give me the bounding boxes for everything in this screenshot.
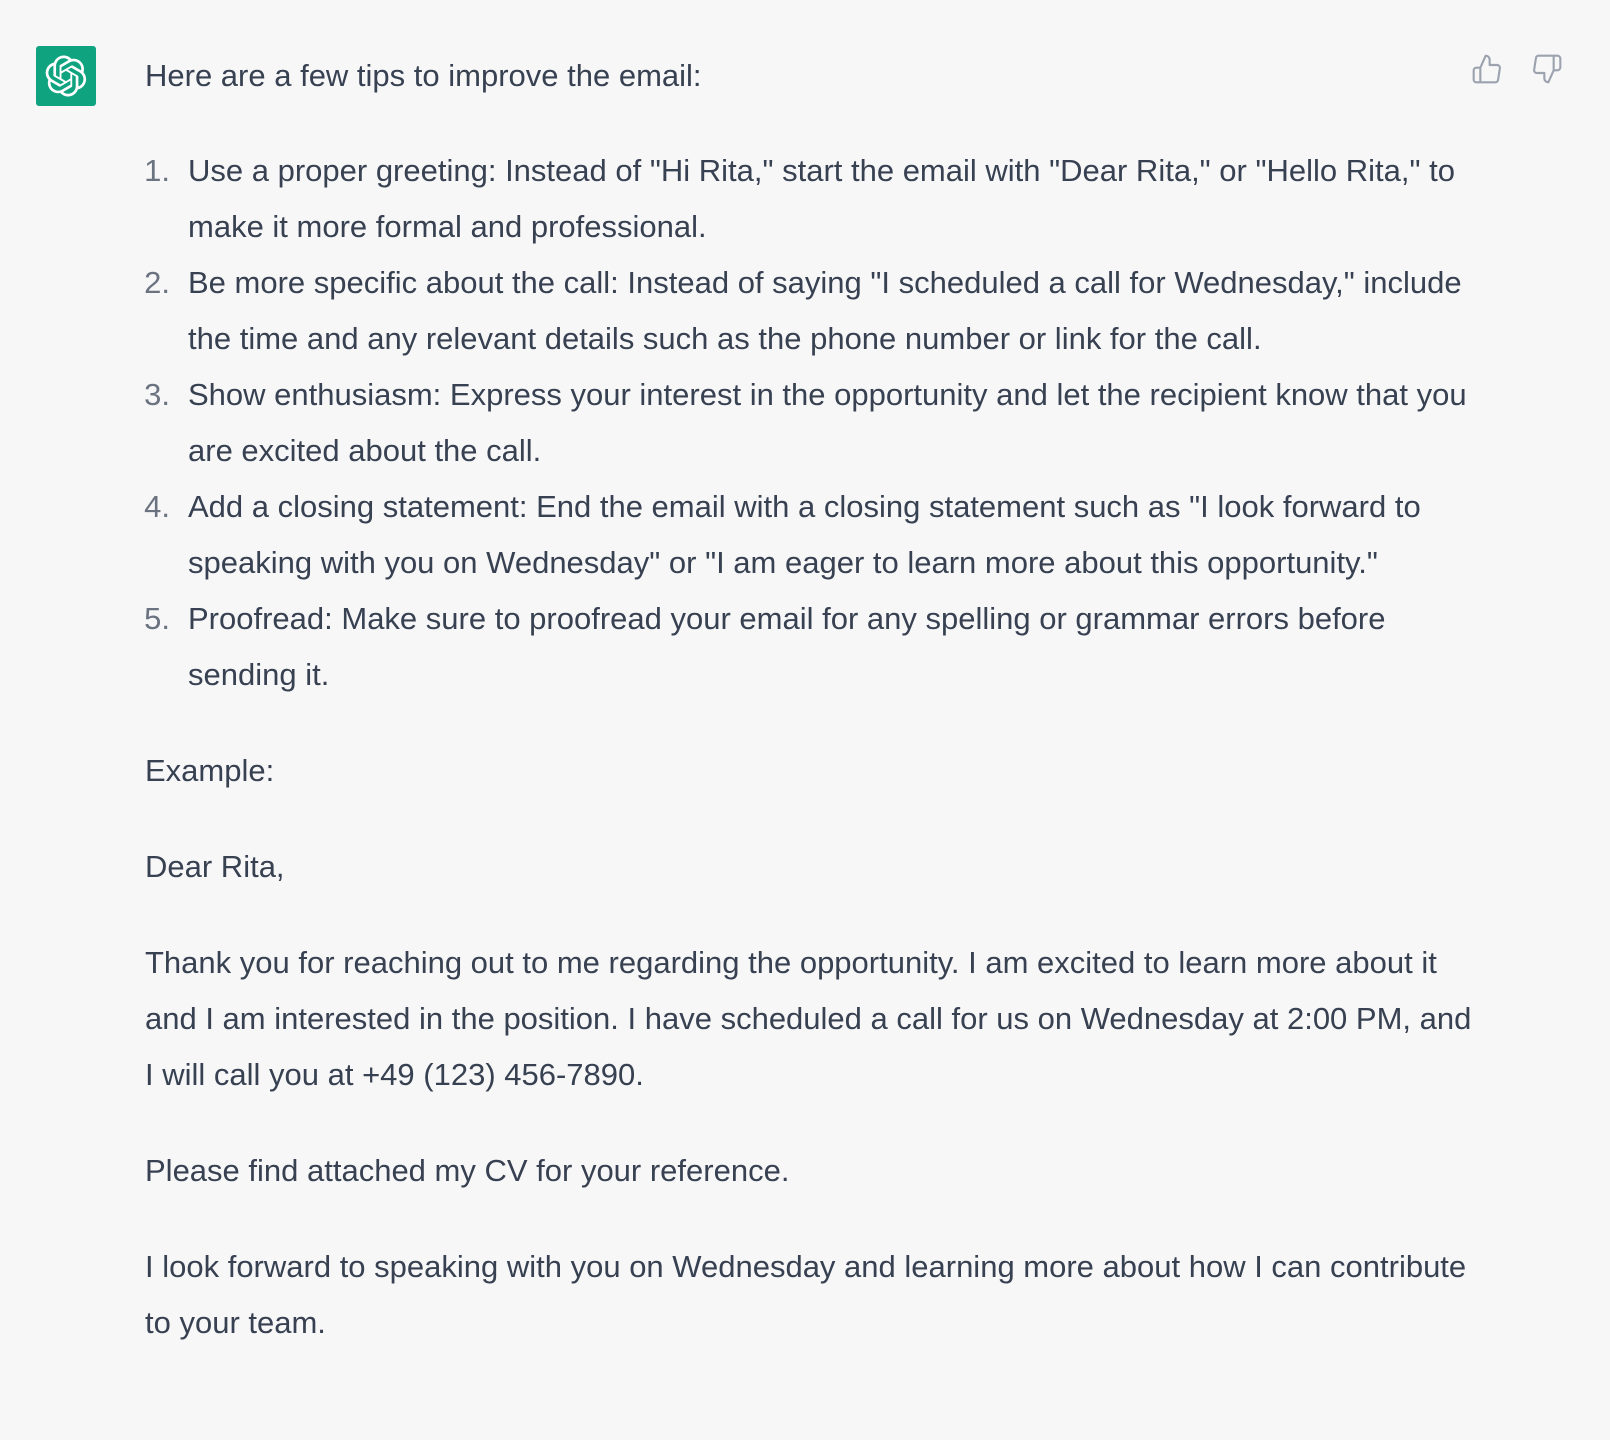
tips-list — [145, 143, 1475, 703]
list-number: 2. — [144, 265, 170, 300]
list-item — [145, 591, 1475, 703]
list-number: 5. — [144, 601, 170, 636]
openai-logo-icon — [45, 55, 87, 97]
thumbs-down-button[interactable] — [1530, 50, 1564, 88]
list-number: 1. — [144, 153, 170, 188]
feedback-controls — [1470, 50, 1564, 88]
assistant-message — [145, 48, 1475, 1351]
list-item — [145, 479, 1475, 591]
email-paragraph-text: Thank you for reaching out to me regarding the opportunity. I am excited to learn more about it and I am interested in the position. I have scheduled a call for us on Wednesday at 2:00 PM, and I will call you at +49 (123) 456-7890. — [145, 945, 1472, 1092]
email-paragraph: Please find attached my CV for your reference. — [145, 1153, 790, 1188]
list-item — [145, 255, 1475, 367]
thumbs-down-icon — [1531, 53, 1563, 85]
email-paragraph — [145, 935, 1475, 1103]
message-intro: Here are a few tips to improve the email: — [145, 58, 702, 93]
assistant-avatar — [36, 46, 96, 106]
thumbs-up-icon — [1471, 53, 1503, 85]
list-item-text: Show enthusiasm: Express your interest in the opportunity and let the recipient know that you are excited about the call. — [188, 377, 1467, 468]
list-item — [145, 143, 1475, 255]
list-item-text: Add a closing statement: End the email with a closing statement such as "I look forward to speaking with you on Wednesday" or "I am eager to learn more about this opportunity." — [188, 489, 1421, 580]
thumbs-up-button[interactable] — [1470, 50, 1504, 88]
list-number: 3. — [144, 377, 170, 412]
list-item-text: Use a proper greeting: Instead of "Hi Rita," start the email with "Dear Rita," or "Hello Rita," to make it more formal and professional. — [188, 153, 1455, 244]
list-item — [145, 367, 1475, 479]
email-greeting: Dear Rita, — [145, 849, 285, 884]
email-paragraph: I look forward to speaking with you on Wednesday and learning more about how I can contribute to your team. — [145, 1249, 1467, 1340]
example-label: Example: — [145, 753, 275, 788]
list-item-text: Be more specific about the call: Instead of saying "I scheduled a call for Wednesday," include the time and any relevant details such as the phone number or link for the call. — [188, 265, 1462, 356]
list-item-text: Proofread: Make sure to proofread your email for any spelling or grammar errors before sending it. — [188, 601, 1386, 692]
list-number: 4. — [144, 489, 170, 524]
